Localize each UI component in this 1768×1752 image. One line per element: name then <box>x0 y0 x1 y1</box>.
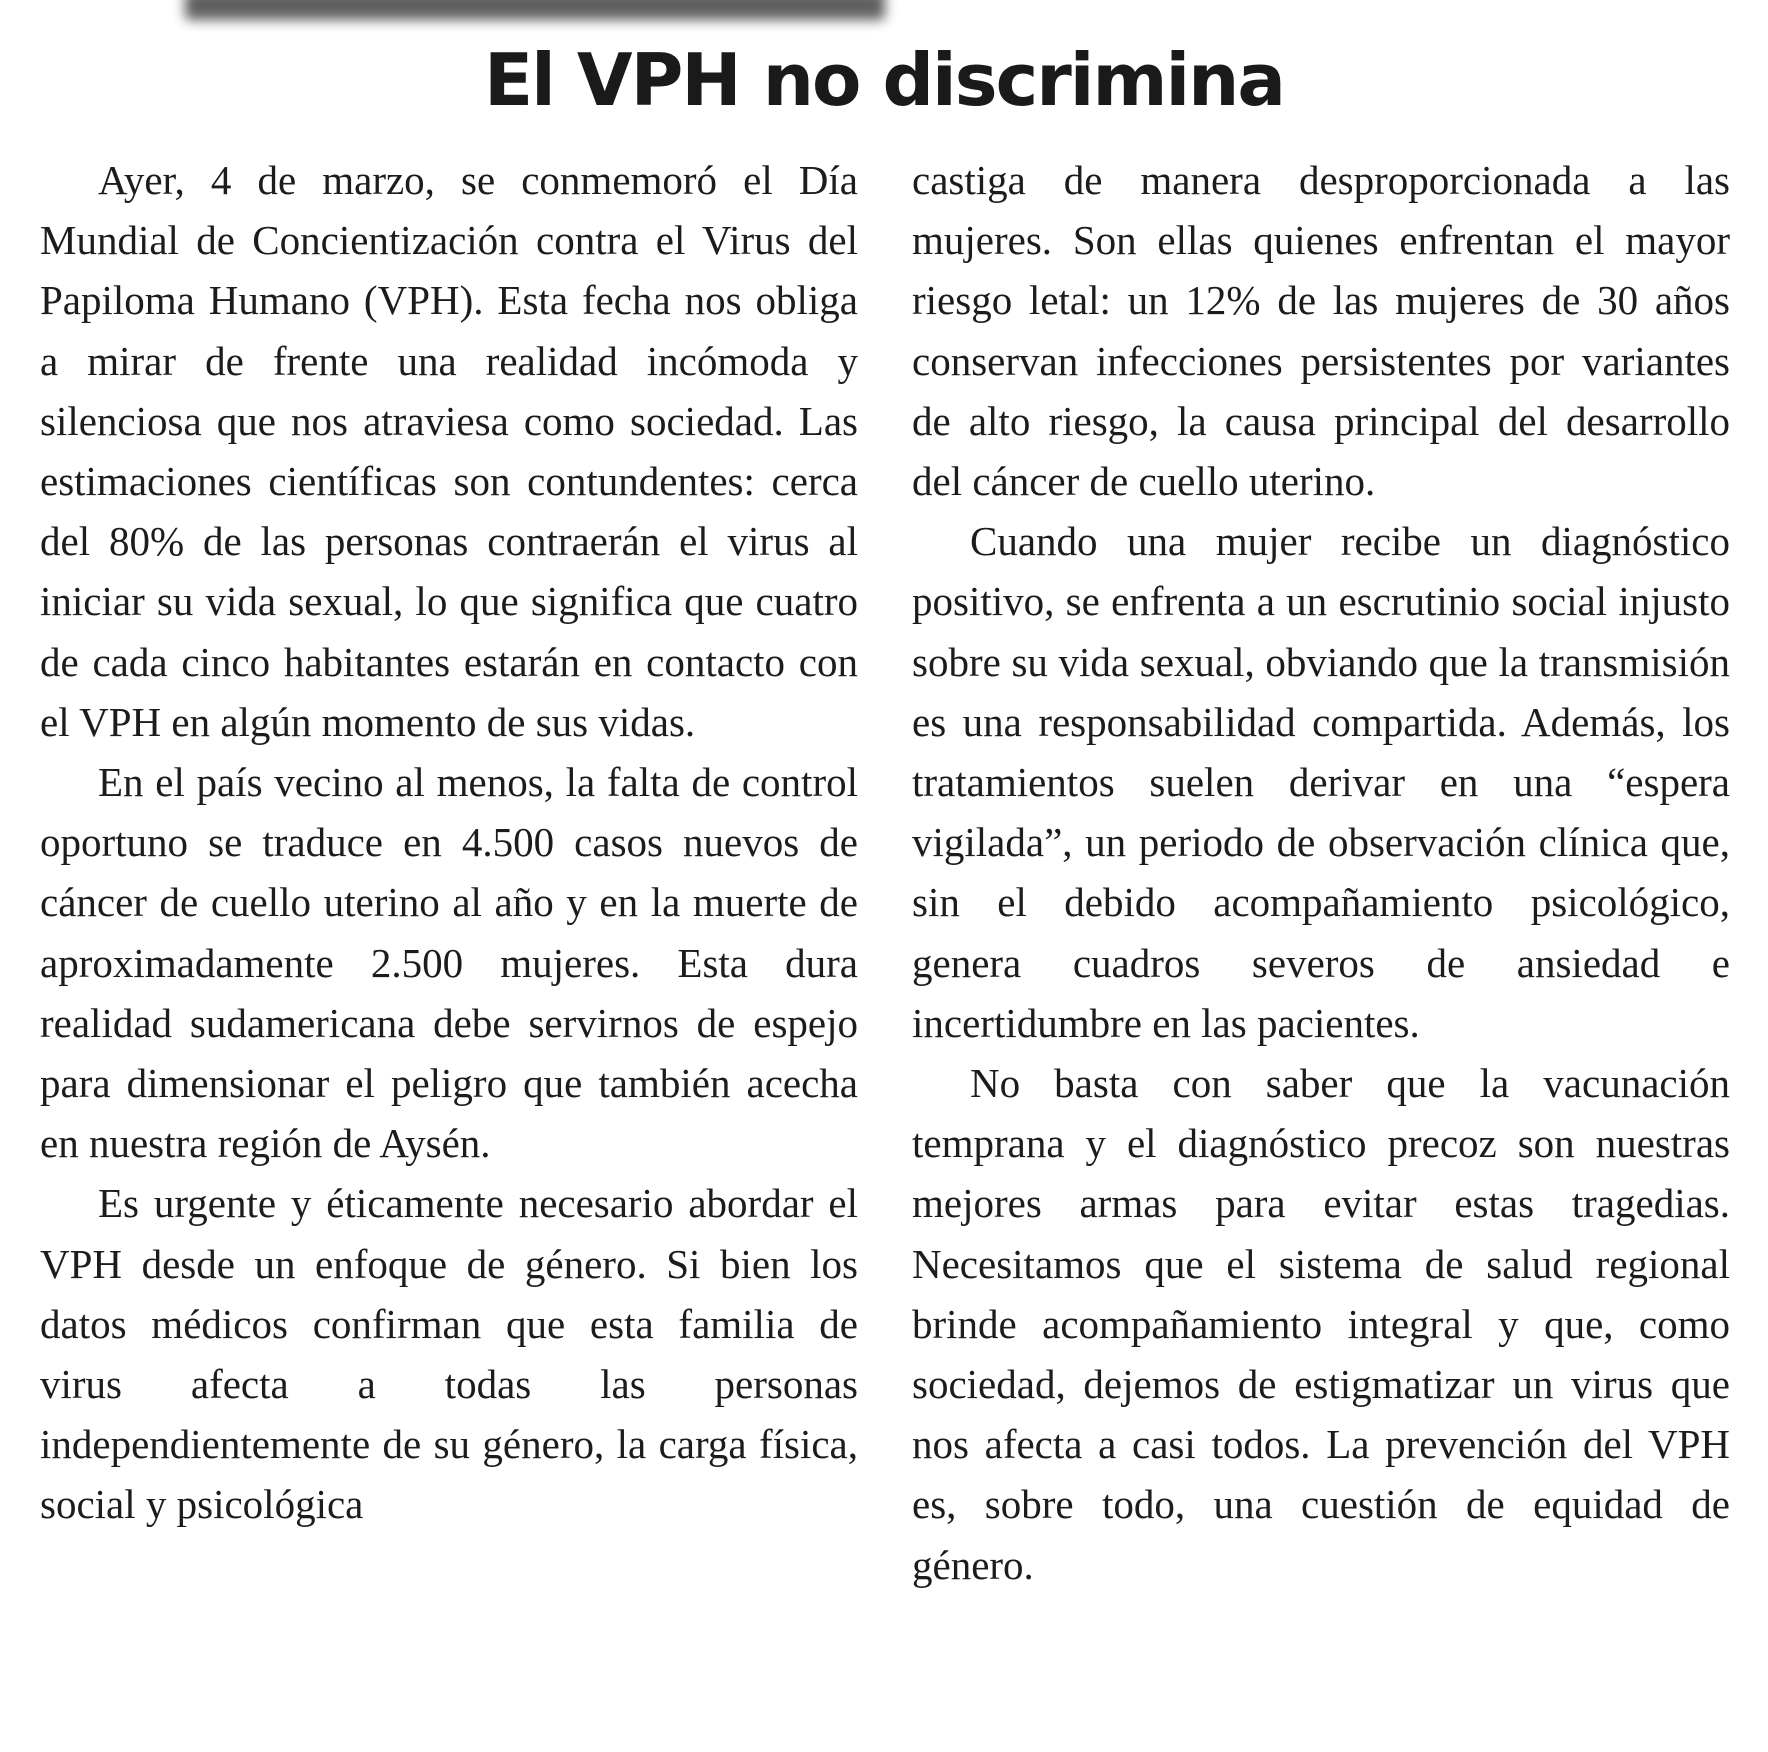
paragraph-continued: castiga de manera desproporcionada a las mujeres. Son ellas quienes enfrentan el mayor riesgo letal: un 12% de las mujeres de 30 años conservan infecciones persistentes por variantes de alto riesgo, la causa principal del desarrollo del cáncer de cuello uterino. <box>912 157 1730 505</box>
paragraph: En el país vecino al menos, la falta de control oportuno se traduce en 4.500 casos nuevos de cáncer de cuello uterino al año y en la muerte de aproximadamente 2.500 mujeres. Esta dura realidad sudamericana debe servirnos de espejo para dimensionar el peligro que también acecha en nuestra región de Aysén. <box>40 759 858 1167</box>
blurred-section-header <box>185 0 885 20</box>
paragraph: Cuando una mujer recibe un diagnóstico positivo, se enfrenta a un escrutinio social injusto sobre su vida sexual, obviando que la transmisión es una responsabilidad compartida. Además, los tratamientos suelen derivar en una “espera vigilada”, un periodo de observación clínica que, sin el debido acompañamiento psicológico, genera cuadros severos de ansiedad e incertidumbre en las pacientes. <box>912 518 1730 1046</box>
paragraph: Es urgente y éticamente necesario abordar el VPH desde un enfoque de género. Si bien los datos médicos confirman que esta familia de virus afecta a todas las personas independientemente de su género, la carga física, social y psicológica <box>40 1180 858 1528</box>
right-column <box>912 150 1730 1720</box>
paragraph: Ayer, 4 de marzo, se conmemoró el Día Mundial de Concientización contra el Virus del Papiloma Humano (VPH). Esta fecha nos obliga a mirar de frente una realidad incómoda y silenciosa que nos atraviesa como sociedad. Las estimaciones científicas son contundentes: cerca del 80% de las personas contraerán el virus al iniciar su vida sexual, lo que significa que cuatro de cada cinco habitantes estarán en contacto con el VPH en algún momento de sus vidas. <box>40 157 858 745</box>
left-column <box>40 150 858 1720</box>
article-headline: El VPH no discrimina <box>483 38 1285 122</box>
article-body <box>40 150 1730 1720</box>
paragraph: No basta con saber que la vacunación temprana y el diagnóstico precoz son nuestras mejores armas para evitar estas tragedias. Necesitamos que el sistema de salud regional brinde acompañamiento integral y que, como sociedad, dejemos de estigmatizar un virus que nos afecta a casi todos. La prevención del VPH es, sobre todo, una cuestión de equidad de género. <box>912 1060 1730 1588</box>
